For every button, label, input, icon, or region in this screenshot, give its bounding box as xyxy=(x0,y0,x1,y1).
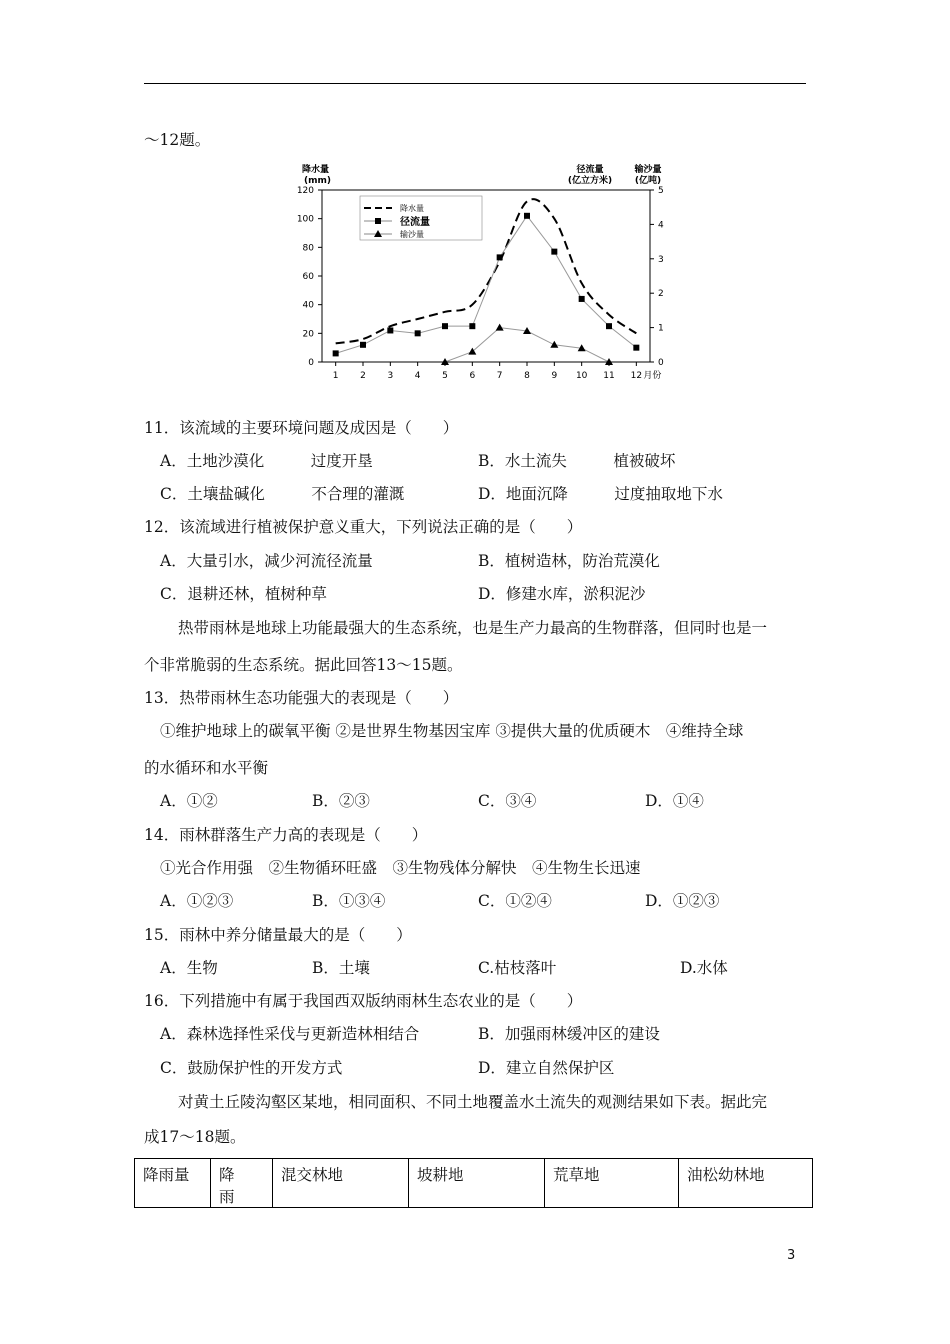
runoff-point xyxy=(579,296,585,302)
left-tick-label: 40 xyxy=(302,300,314,311)
paragraph-loess-cont: 成17～18题。 xyxy=(144,1128,246,1146)
x-tick-label: 11 xyxy=(603,371,615,381)
runoff-point xyxy=(606,323,612,329)
left-axis-unit: (mm) xyxy=(304,176,331,186)
table-header-cell: 坡耕地 xyxy=(409,1159,545,1208)
sediment-point xyxy=(550,341,558,348)
q13-option-d: D．①④ xyxy=(645,792,704,810)
runoff-point xyxy=(333,350,339,356)
x-tick-label: 2 xyxy=(360,371,366,381)
legend-runoff-label: 径流量 xyxy=(400,217,430,228)
q11-option-d: D．地面沉降 过度抽取地下水 xyxy=(478,485,723,503)
q12-option-c: C．退耕还林，植树种草 xyxy=(160,585,327,603)
q14-option-c: C．①②④ xyxy=(478,892,552,910)
x-tick-label: 9 xyxy=(551,371,558,381)
q14-items: ①光合作用强 ②生物循环旺盛 ③生物残体分解快 ④生物生长迅速 xyxy=(160,859,641,877)
paragraph-rainforest: 热带雨林是地球上功能最强大的生态系统，也是生产力最高的生物群落，但同时也是一 xyxy=(178,619,768,637)
q11-option-a: A．土地沙漠化 过度开垦 xyxy=(160,452,373,470)
q15-option-c: C.枯枝落叶 xyxy=(478,959,557,977)
q14-option-b: B．①③④ xyxy=(312,892,386,910)
soil-loss-table xyxy=(134,1158,813,1208)
q16-option-a: A．森林选择性采伐与更新造林相结合 xyxy=(160,1025,420,1043)
runoff-point xyxy=(469,323,475,329)
x-tick-label: 6 xyxy=(469,371,476,381)
x-tick-label: 12 xyxy=(630,371,643,381)
q16-stem: 16．下列措施中有属于我国西双版纳雨林生态农业的是（ ） xyxy=(144,992,583,1010)
paragraph-loess: 对黄土丘陵沟壑区某地，相同面积、不同土地覆盖水土流失的观测结果如下表。据此完 xyxy=(178,1093,768,1111)
q14-option-d: D．①②③ xyxy=(645,892,720,910)
paragraph-rainforest-cont: 个非常脆弱的生态系统。据此回答13～15题。 xyxy=(144,656,463,674)
runoff-point xyxy=(497,254,503,260)
left-axis-title: 降水量 xyxy=(302,165,330,175)
runoff-point xyxy=(360,342,366,348)
table-header-cell: 油松幼林地 xyxy=(679,1159,813,1208)
q12-option-d: D．修建水库，淤积泥沙 xyxy=(478,585,646,603)
q14-option-a: A．①②③ xyxy=(160,892,234,910)
page-number: 3 xyxy=(787,1248,796,1263)
q15-option-a: A．生物 xyxy=(160,959,218,977)
x-tick-label: 1 xyxy=(332,371,339,381)
right-tick-label: 3 xyxy=(658,254,664,265)
left-tick-label: 120 xyxy=(296,186,314,196)
q13-stem: 13．热带雨林生态功能强大的表现是（ ） xyxy=(144,689,459,707)
header-rule xyxy=(144,83,806,84)
x-tick-label: 10 xyxy=(575,371,588,381)
table-header-cell: 荒草地 xyxy=(545,1159,679,1208)
q15-stem: 15．雨林中养分储量最大的是（ ） xyxy=(144,926,412,944)
q11-stem: 11．该流域的主要环境问题及成因是（ ） xyxy=(144,419,459,437)
legend-precip-label: 降水量 xyxy=(400,204,424,213)
q13-option-c: C．③④ xyxy=(478,792,537,810)
table-header-cell: 混交林地 xyxy=(273,1159,409,1208)
legend-runoff-marker xyxy=(375,218,381,224)
sediment-axis-unit: (亿吨) xyxy=(634,176,662,186)
runoff-chart xyxy=(290,160,690,390)
q14-stem: 14．雨林群落生产力高的表现是（ ） xyxy=(144,826,428,844)
sediment-point xyxy=(496,324,504,331)
table-header-cell: 降 雨 xyxy=(211,1159,273,1208)
x-tick-label: 7 xyxy=(496,371,503,381)
runoff-point xyxy=(442,323,448,329)
x-tick-label: 5 xyxy=(442,371,448,381)
table-header-cell: 降雨量 xyxy=(135,1159,211,1208)
x-tick-label: 4 xyxy=(414,371,421,381)
q16-option-d: D．建立自然保护区 xyxy=(478,1059,615,1077)
runoff-axis-unit: (亿立方米) xyxy=(567,176,613,186)
runoff-axis-title: 径流量 xyxy=(576,165,604,175)
x-tick-label: 8 xyxy=(524,371,530,381)
q13-option-a: A．①② xyxy=(160,792,218,810)
right-tick-label: 0 xyxy=(658,358,664,368)
x-tick-label: 3 xyxy=(387,371,394,381)
q13-items: ①维护地球上的碳氧平衡 ②是世界生物基因宝库 ③提供大量的优质硬木 ④维持全球 xyxy=(160,722,744,740)
q16-option-b: B．加强雨林缓冲区的建设 xyxy=(478,1025,660,1043)
legend-sediment-label: 输沙量 xyxy=(400,230,424,239)
right-tick-label: 1 xyxy=(658,323,664,334)
left-tick-label: 60 xyxy=(302,272,314,282)
sediment-axis-title: 输沙量 xyxy=(634,165,662,175)
left-tick-label: 20 xyxy=(302,329,314,340)
runoff-point xyxy=(551,249,557,255)
right-tick-label: 4 xyxy=(658,220,664,231)
runoff-point xyxy=(524,213,530,219)
runoff-point xyxy=(387,327,393,333)
left-tick-label: 0 xyxy=(308,358,314,368)
q11-option-c: C．土壤盐碱化 不合理的灌溉 xyxy=(160,485,405,503)
q12-option-b: B．植树造林，防治荒漠化 xyxy=(478,552,660,570)
x-axis-label: 月份 xyxy=(643,371,662,381)
left-tick-label: 100 xyxy=(296,214,314,225)
intro-tail: ～12题。 xyxy=(144,131,211,149)
right-tick-label: 2 xyxy=(658,289,664,300)
q12-stem: 12．该流域进行植被保护意义重大，下列说法正确的是（ ） xyxy=(144,518,583,536)
q12-option-a: A．大量引水，减少河流径流量 xyxy=(160,552,373,570)
q11-option-b: B．水土流失 植被破坏 xyxy=(478,452,676,470)
q13-items-cont: 的水循环和水平衡 xyxy=(144,759,269,777)
q13-option-b: B．②③ xyxy=(312,792,370,810)
right-tick-label: 5 xyxy=(658,186,664,196)
q15-option-d: D.水体 xyxy=(680,959,728,977)
left-tick-label: 80 xyxy=(302,243,314,254)
q15-option-b: B．土壤 xyxy=(312,959,370,977)
runoff-point xyxy=(633,345,639,351)
runoff-point xyxy=(415,330,421,336)
table-header-row xyxy=(135,1159,813,1208)
q16-option-c: C．鼓励保护性的开发方式 xyxy=(160,1059,343,1077)
